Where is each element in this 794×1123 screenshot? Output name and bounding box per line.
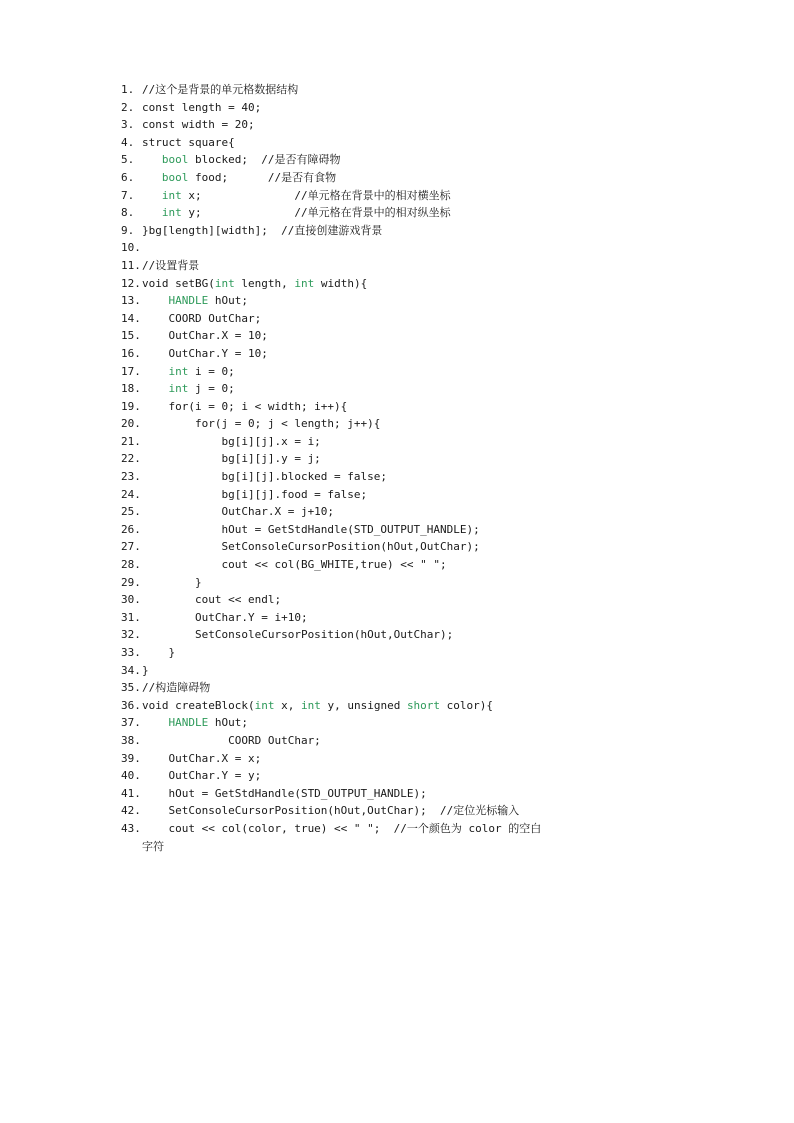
code-text: void setBG(: [142, 276, 215, 290]
line-number: 33.: [121, 646, 141, 659]
line-number: 4.: [121, 135, 135, 149]
code-keyword: bool: [161, 170, 189, 184]
code-line: [121, 609, 581, 627]
code-line: [121, 644, 581, 662]
code-text: SetConsoleCursorPosition(hOut,OutChar);: [142, 540, 480, 554]
code-text: const width = 20;: [142, 118, 255, 132]
code-keyword: int: [294, 276, 315, 290]
code-line: [121, 310, 581, 328]
code-line: [121, 697, 581, 715]
code-line: [121, 767, 581, 785]
line-number: 12.: [121, 276, 141, 290]
line-number: 37.: [121, 716, 141, 730]
line-number: 13.: [121, 294, 141, 308]
line-number: 25.: [121, 505, 141, 519]
code-text: void createBlock(: [142, 698, 255, 712]
code-text: [142, 365, 169, 378]
code-line: [121, 802, 581, 820]
line-number: 38.: [121, 733, 141, 747]
line-number: 32.: [121, 628, 141, 642]
code-text: blocked; //是否有障碍物: [188, 153, 341, 167]
code-text: [142, 716, 169, 729]
code-text: color){: [440, 698, 494, 712]
code-line: [121, 714, 581, 732]
line-number: 22.: [121, 452, 141, 466]
code-line: [121, 679, 581, 697]
code-line: [121, 204, 581, 222]
code-text: hOut = GetStdHandle(STD_OUTPUT_HANDLE);: [142, 522, 480, 536]
code-text: //构造障碍物: [142, 681, 211, 695]
code-line: [121, 732, 581, 750]
code-text: bg[i][j].y = j;: [142, 452, 321, 466]
code-line: [121, 521, 581, 539]
code-line: [121, 820, 581, 838]
line-number: 24.: [121, 487, 141, 501]
code-line: [121, 626, 581, 644]
line-number: 23.: [121, 470, 141, 484]
line-number: 19.: [121, 399, 141, 413]
code-text: OutChar.Y = i+10;: [142, 610, 308, 624]
line-number: 40.: [121, 769, 141, 783]
code-text: hOut = GetStdHandle(STD_OUTPUT_HANDLE);: [142, 786, 427, 800]
code-text: }bg[length][width]; //直接创建游戏背景: [142, 223, 383, 237]
code-line: [121, 239, 581, 257]
code-text: const length = 40;: [142, 100, 262, 114]
code-text: cout << endl;: [142, 593, 282, 607]
code-text: OutChar.X = j+10;: [142, 505, 335, 519]
code-keyword: HANDLE: [168, 294, 209, 308]
code-line: [121, 574, 581, 592]
code-text: [142, 153, 162, 166]
code-text: x; //单元格在背景中的相对横坐标: [181, 188, 451, 202]
code-line: [121, 257, 581, 275]
line-number: 43.: [121, 821, 141, 835]
code-text: for(i = 0; i < width; i++){: [142, 399, 348, 413]
code-keyword: int: [300, 698, 321, 712]
code-line: [121, 450, 581, 468]
line-number: 20.: [121, 417, 141, 431]
line-number: 5.: [121, 153, 135, 167]
code-text: }: [142, 663, 149, 677]
line-number: 17.: [121, 364, 141, 378]
code-text: [142, 294, 169, 307]
line-number: 11.: [121, 258, 141, 272]
code-keyword: HANDLE: [168, 716, 209, 730]
code-line: [121, 187, 581, 205]
code-text: y, unsigned: [320, 698, 407, 712]
line-number: 39.: [121, 751, 141, 765]
code-text: 字符: [142, 839, 164, 853]
line-number: 2.: [121, 100, 135, 114]
code-text: food; //是否有食物: [188, 170, 337, 184]
line-number: 9.: [121, 223, 135, 237]
code-line: [121, 380, 581, 398]
line-number: 21.: [121, 434, 141, 448]
code-text: width){: [314, 276, 368, 290]
code-line: [121, 151, 581, 169]
code-line: [121, 398, 581, 416]
code-text: //设置背景: [142, 258, 200, 272]
code-line: [121, 591, 581, 609]
code-line: [121, 327, 581, 345]
code-text: struct square{: [142, 135, 235, 149]
code-text: OutChar.Y = y;: [142, 769, 262, 783]
code-text: y; //单元格在背景中的相对纵坐标: [181, 206, 451, 220]
code-text: cout << col(BG_WHITE,true) << " ";: [142, 558, 447, 572]
code-text: bg[i][j].blocked = false;: [142, 470, 388, 484]
code-keyword: int: [168, 364, 189, 378]
line-number: 7.: [121, 188, 135, 202]
code-text: j = 0;: [188, 382, 235, 396]
code-text: [142, 189, 162, 202]
code-line: [121, 538, 581, 556]
code-text: SetConsoleCursorPosition(hOut,OutChar);: [142, 628, 454, 642]
code-text: COORD OutChar;: [142, 733, 321, 747]
line-number: 31.: [121, 610, 141, 624]
code-text: i = 0;: [188, 364, 235, 378]
line-number: 3.: [121, 118, 135, 132]
code-text: }: [142, 575, 202, 589]
code-line: [121, 503, 581, 521]
code-line: [121, 169, 581, 187]
code-text: OutChar.Y = 10;: [142, 346, 268, 360]
code-keyword: int: [161, 206, 182, 220]
code-keyword: int: [214, 276, 235, 290]
code-text: bg[i][j].x = i;: [142, 434, 321, 448]
line-number: 28.: [121, 558, 141, 572]
line-number: 6.: [121, 170, 135, 184]
code-text: OutChar.X = x;: [142, 751, 262, 765]
line-number: 29.: [121, 575, 141, 589]
line-number: 27.: [121, 540, 141, 554]
code-text: [142, 206, 162, 219]
code-line: [121, 486, 581, 504]
code-text: bg[i][j].food = false;: [142, 487, 368, 501]
code-text: [142, 171, 162, 184]
line-number: 16.: [121, 346, 141, 360]
code-text: hOut;: [208, 716, 248, 730]
code-text: }: [142, 646, 176, 659]
code-line: [121, 363, 581, 381]
code-line: [142, 838, 581, 856]
code-text: //这个是背景的单元格数据结构: [142, 83, 299, 96]
line-number: 1.: [121, 83, 135, 96]
code-line: [121, 468, 581, 486]
line-number: 10.: [121, 241, 141, 255]
code-text: OutChar.X = 10;: [142, 329, 268, 343]
code-line: [121, 433, 581, 451]
line-number: 36.: [121, 698, 141, 712]
code-keyword: int: [161, 188, 182, 202]
code-text: x,: [274, 698, 301, 712]
line-number: 15.: [121, 329, 141, 343]
code-line: [121, 345, 581, 363]
code-keyword: int: [254, 698, 275, 712]
code-keyword: int: [168, 382, 189, 396]
code-line: [121, 662, 581, 680]
code-line: [121, 134, 581, 152]
code-line: [121, 222, 581, 240]
code-line: [121, 556, 581, 574]
code-text: for(j = 0; j < length; j++){: [142, 417, 381, 431]
line-number: 14.: [121, 311, 141, 325]
code-text: COORD OutChar;: [142, 311, 262, 325]
code-keyword: short: [406, 698, 441, 712]
code-keyword: bool: [161, 153, 189, 167]
line-number: 30.: [121, 593, 141, 607]
line-number: 41.: [121, 786, 141, 800]
line-number: 42.: [121, 804, 141, 818]
code-line: [121, 81, 581, 99]
code-text: cout << col(color, true) << " "; //一个颜色为 color 的空白: [142, 821, 542, 835]
code-line: [121, 750, 581, 768]
line-number: 34.: [121, 663, 141, 677]
code-line: [121, 275, 581, 293]
code-line: [121, 99, 581, 117]
code-text: [142, 382, 169, 395]
line-number: 8.: [121, 206, 135, 220]
code-text: hOut;: [208, 294, 248, 308]
line-number: 26.: [121, 522, 141, 536]
line-number: 35.: [121, 681, 141, 695]
code-text: length,: [234, 276, 295, 290]
code-line: [121, 116, 581, 134]
code-line: [121, 415, 581, 433]
line-number: 18.: [121, 382, 141, 396]
code-line: [121, 785, 581, 803]
code-text: SetConsoleCursorPosition(hOut,OutChar); //定位光标输入: [142, 804, 520, 818]
code-listing: [121, 81, 581, 855]
code-line: [121, 292, 581, 310]
